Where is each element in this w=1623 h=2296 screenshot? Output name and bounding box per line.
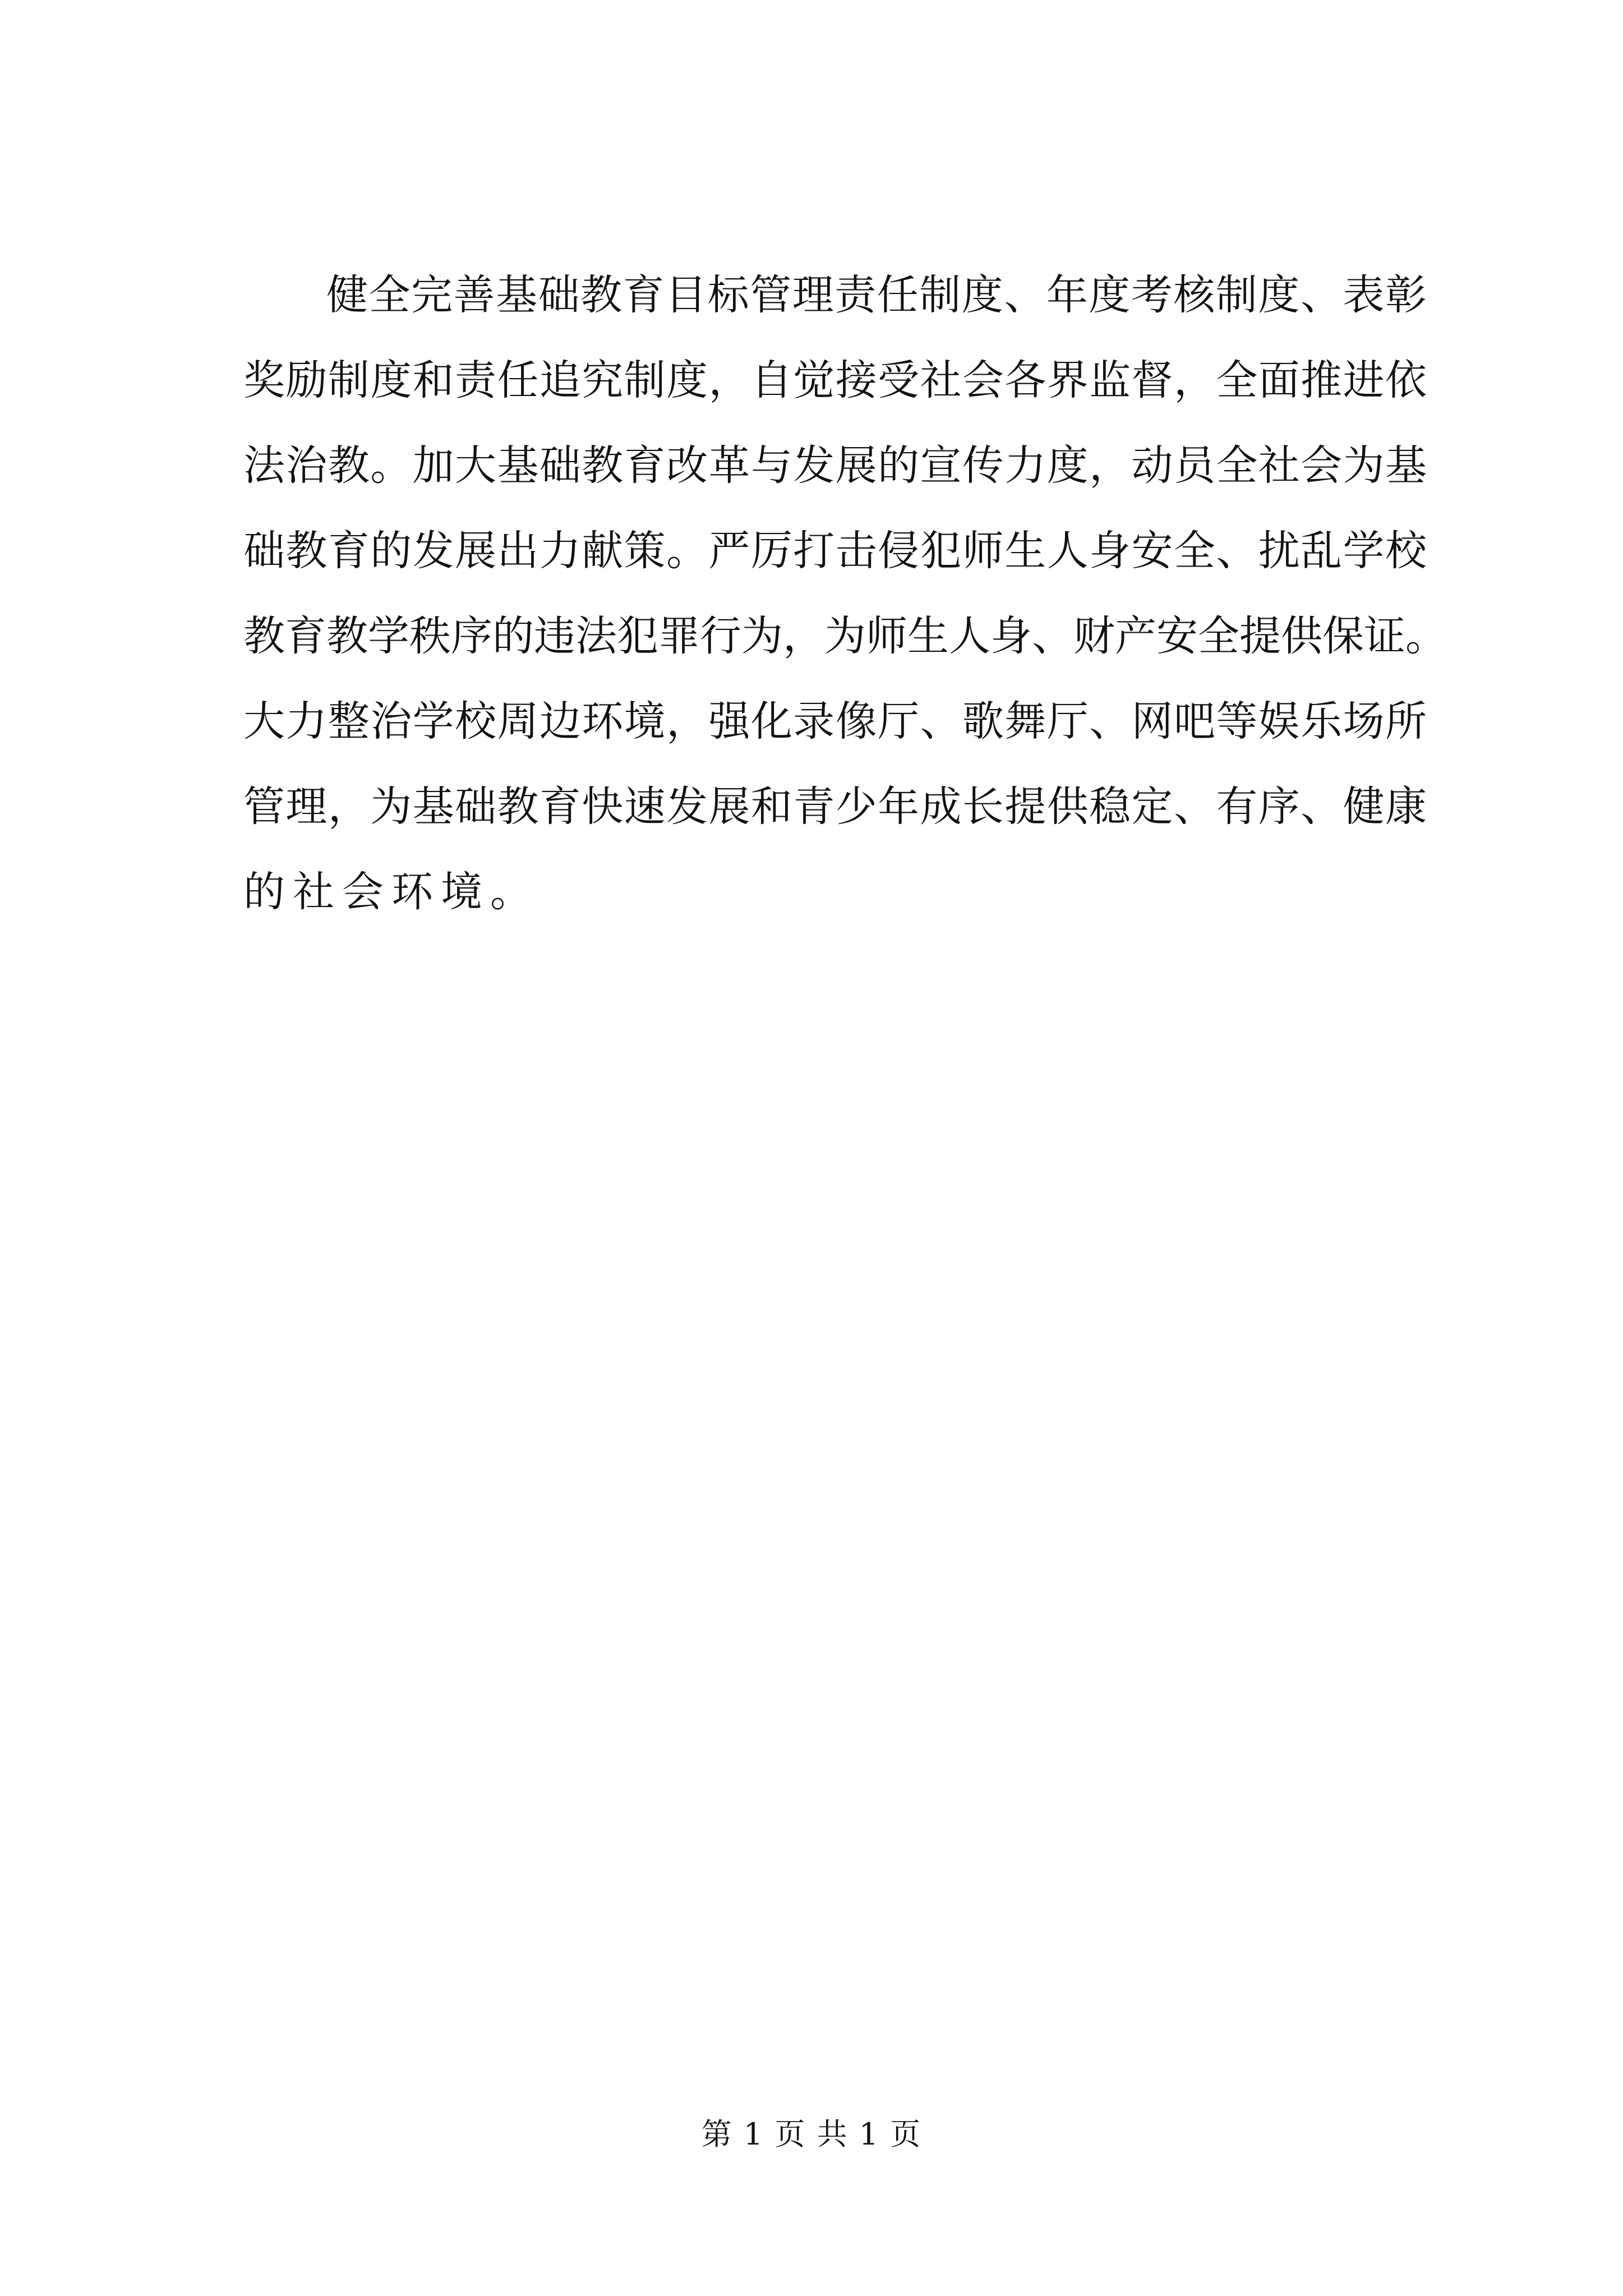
paragraph-line: 法治教。加大基础教育改革与发展的宣传力度，动员全社会为基	[243, 441, 1427, 490]
paragraph-line: 教育教学秩序的违法犯罪行为，为师生人身、财产安全提供保证。	[243, 612, 1447, 660]
paragraph-line: 的社会环境。	[243, 868, 540, 916]
paragraph-line: 大力整治学校周边环境，强化录像厅、歌舞厅、网吧等娱乐场所	[243, 697, 1427, 746]
paragraph-line: 管理，为基础教育快速发展和青少年成长提供稳定、有序、健康	[243, 783, 1427, 831]
paragraph-line: 础教育的发展出力献策。严厉打击侵犯师生人身安全、扰乱学校	[243, 527, 1427, 575]
body-paragraph	[243, 252, 1447, 935]
page-number-footer: 第 1 页 共 1 页	[701, 2116, 922, 2152]
paragraph-line: 奖励制度和责任追究制度，自觉接受社会各界监督，全面推进依	[243, 356, 1427, 404]
paragraph-line: 健全完善基础教育目标管理责任制度、年度考核制度、表彰	[326, 271, 1427, 319]
